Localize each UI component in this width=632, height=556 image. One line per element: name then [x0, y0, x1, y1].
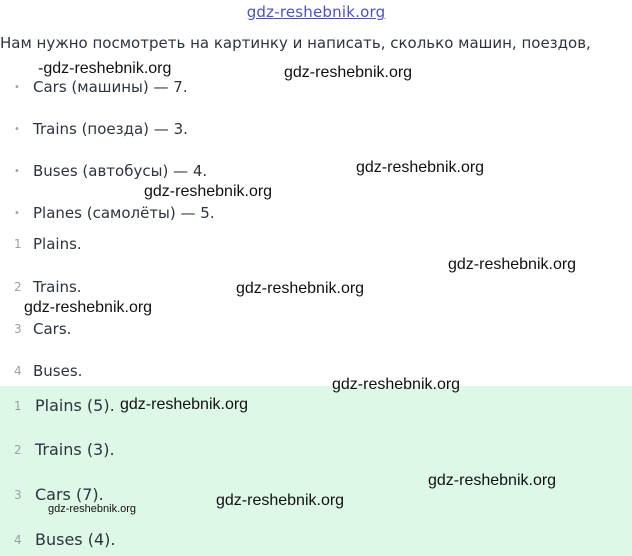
list-item-text: Cars. — [33, 320, 72, 338]
watermark: gdz-reshebnik.org — [120, 396, 249, 413]
watermark: gdz-reshebnik.org — [332, 376, 461, 393]
list-item — [14, 362, 82, 380]
bullet-marker: • — [14, 124, 20, 135]
list-item-text: Cars (машины) — 7. — [33, 78, 188, 96]
list-item — [14, 78, 188, 96]
watermark: gdz-reshebnik.org — [48, 503, 137, 515]
bullet-marker: • — [14, 82, 20, 93]
watermark: gdz-reshebnik.org — [428, 472, 557, 489]
answer-item — [14, 530, 115, 549]
number-marker: 4 — [14, 533, 22, 547]
list-item-text: Planes (самолёты) — 5. — [33, 204, 215, 222]
watermark: -gdz-reshebnik.org — [38, 60, 172, 77]
number-marker: 1 — [14, 237, 22, 251]
number-marker: 2 — [14, 443, 22, 457]
watermark: gdz-reshebnik.org — [216, 492, 345, 509]
bullet-marker: • — [14, 208, 20, 219]
list-item — [14, 204, 215, 222]
list-item — [14, 278, 82, 296]
intro-text: Нам нужно посмотреть на картинку и написать, сколько машин, поездов, — [0, 34, 591, 52]
list-item — [14, 235, 82, 253]
list-item-text: Trains. — [33, 278, 82, 296]
answer-item — [14, 485, 104, 504]
number-marker: 4 — [14, 364, 22, 378]
watermark: gdz-reshebnik.org — [448, 256, 577, 273]
watermark: gdz-reshebnik.org — [356, 159, 485, 176]
list-item-text: Trains (поезда) — 3. — [33, 120, 188, 138]
bullet-marker: • — [14, 166, 20, 177]
watermark: gdz-reshebnik.org — [284, 64, 413, 81]
answer-item-text: Buses (4). — [35, 530, 116, 549]
number-marker: 3 — [14, 322, 22, 336]
number-marker: 2 — [14, 280, 22, 294]
list-item-text: Buses. — [33, 362, 83, 380]
answer-item — [14, 396, 115, 415]
number-marker: 3 — [14, 488, 22, 502]
answer-item — [14, 440, 115, 459]
list-item-text: Plains. — [33, 235, 82, 253]
list-item — [14, 320, 71, 338]
answer-item-text: Plains (5). — [35, 396, 115, 415]
watermark: gdz-reshebnik.org — [144, 183, 273, 200]
watermark: gdz-reshebnik.org — [236, 280, 365, 297]
header-watermark-link[interactable]: gdz-reshebnik.org — [246, 3, 386, 21]
answer-item-text: Cars (7). — [35, 485, 104, 504]
watermark: gdz-reshebnik.org — [24, 299, 153, 316]
list-item — [14, 162, 207, 180]
list-item — [14, 120, 188, 138]
answer-item-text: Trains (3). — [35, 440, 115, 459]
list-item-text: Buses (автобусы) — 4. — [33, 162, 208, 180]
number-marker: 1 — [14, 399, 22, 413]
